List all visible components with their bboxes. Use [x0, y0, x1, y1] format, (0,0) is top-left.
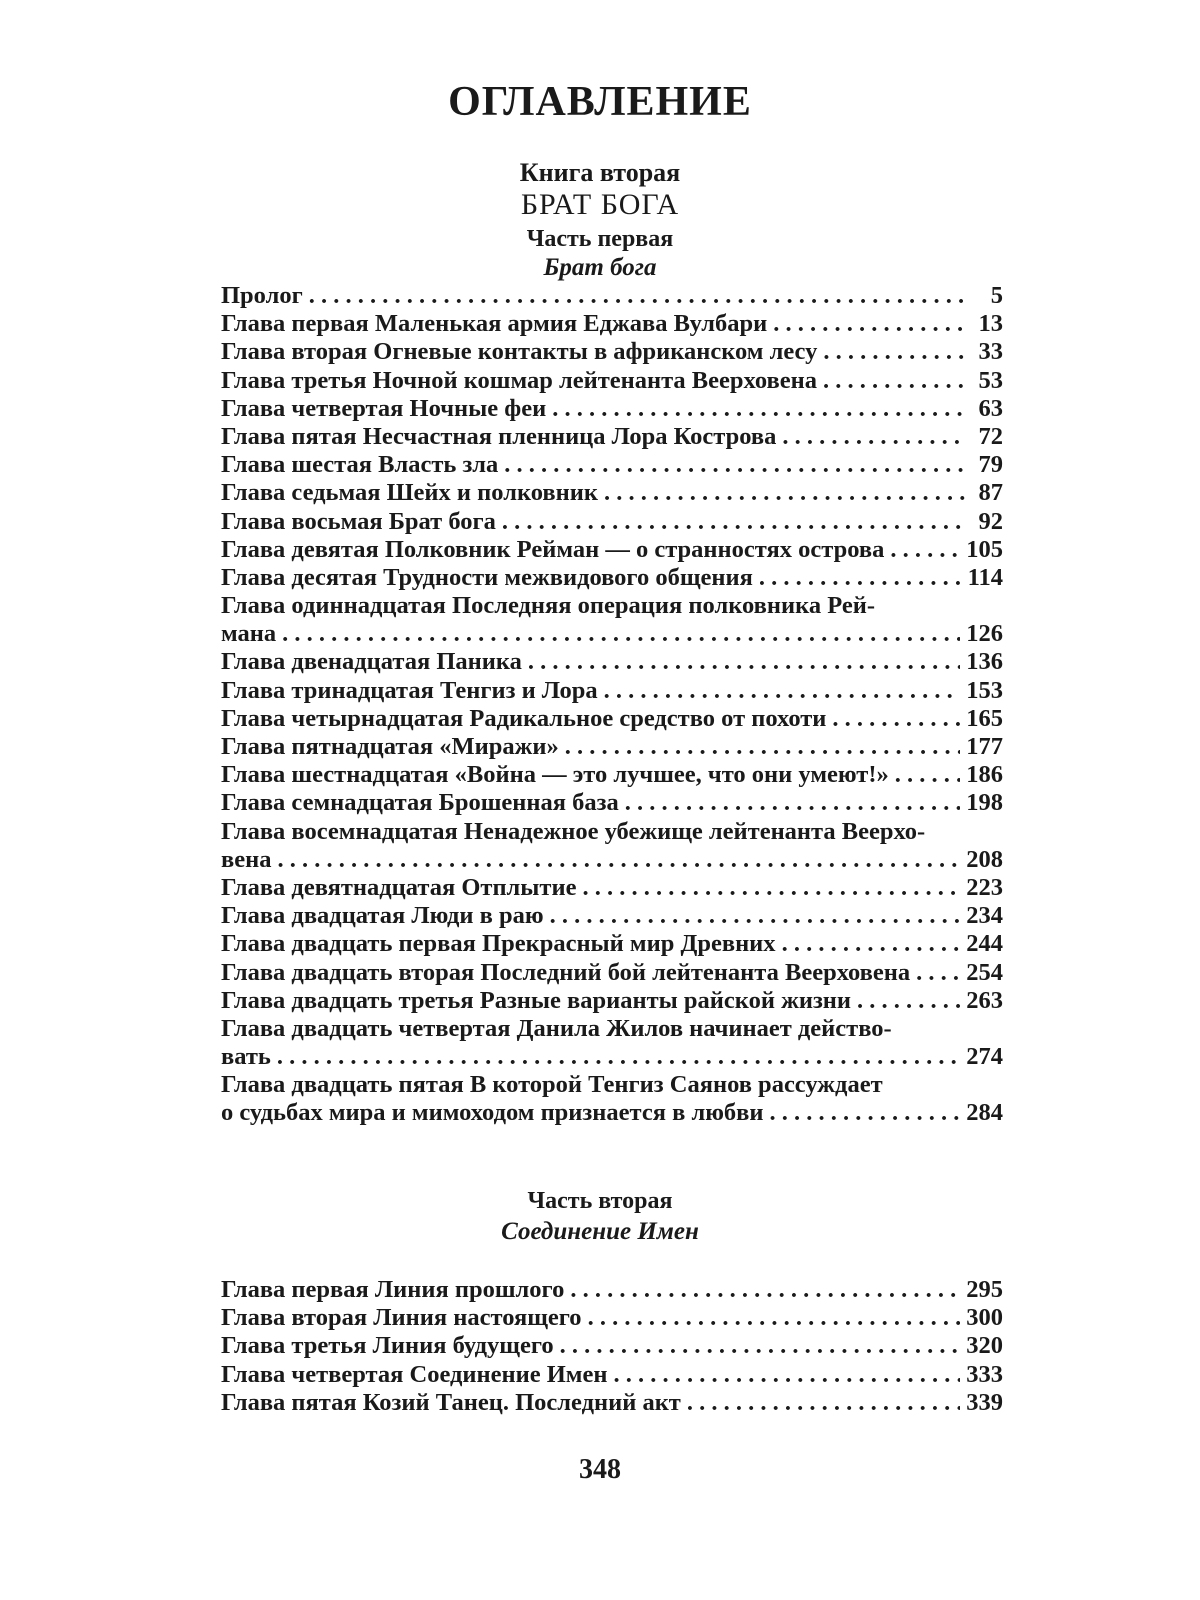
dot-leader — [832, 705, 960, 733]
toc-entry-title: Глава четвертая Ночные феи — [221, 394, 547, 422]
toc-entry-page: 223 — [966, 873, 1003, 901]
toc-entry-title: Глава девятнадцатая Отплытие — [221, 873, 577, 901]
toc-entry-title: Глава восемнадцатая Ненадежное убежище лейтенанта Веерхо- — [221, 817, 926, 845]
toc-entry-page: 5 — [990, 282, 1003, 309]
toc-entry — [221, 874, 1003, 902]
toc-entry — [221, 1361, 1003, 1389]
toc-entry-title: Глава двадцатая Люди в раю — [221, 902, 544, 930]
toc-entry-page: 263 — [966, 986, 1003, 1014]
toc-entry-page: 153 — [966, 676, 1003, 704]
dot-leader — [625, 789, 961, 817]
toc-entry-title: Глава шестая Власть зла — [221, 451, 499, 479]
toc-entry-title: Глава пятая Козий Танец. Последний акт — [221, 1388, 681, 1416]
toc-entry — [221, 846, 1003, 874]
toc-entry-title: Глава двадцать первая Прекрасный мир Древних — [221, 930, 776, 958]
dot-leader — [916, 959, 960, 987]
part1-entries — [221, 282, 1003, 1128]
page-number: 348 — [579, 1454, 621, 1485]
toc-entry-title: Глава девятая Полковник Рейман — о странностях острова — [221, 535, 885, 563]
toc-entry-title: вать — [221, 1043, 271, 1071]
dot-leader — [282, 620, 960, 648]
toc-entry-page: 79 — [978, 451, 1003, 479]
toc-entry-page: 339 — [966, 1388, 1003, 1416]
dot-leader — [588, 1304, 961, 1332]
dot-leader — [782, 930, 961, 958]
toc-entry-page: 198 — [966, 789, 1003, 817]
toc-entry — [221, 733, 1003, 761]
toc-entry — [221, 1304, 1003, 1332]
toc-entry-title: Глава пятая Несчастная пленница Лора Кострова — [221, 422, 777, 450]
toc-entry-title: Глава шестнадцатая «Война — это лучшее, что они умеют!» — [221, 761, 889, 789]
toc-entry-title: Глава третья Линия будущего — [221, 1332, 554, 1360]
toc-entry-title: Глава вторая Огневые контакты в африканском лесу — [221, 338, 818, 366]
toc-entry-title: Глава пятнадцатая «Миражи» — [221, 733, 559, 760]
dot-leader — [770, 1099, 961, 1127]
dot-leader — [604, 479, 967, 507]
toc-entry — [221, 564, 1003, 592]
toc-entry-title: Глава четырнадцатая Радикальное средство от похоти — [221, 704, 827, 732]
part2-subtitle: Соединение Имен — [501, 1218, 699, 1245]
dot-leader — [604, 677, 961, 705]
toc-entry — [221, 761, 1003, 789]
part2-entries — [221, 1276, 1003, 1417]
dot-leader — [857, 987, 960, 1015]
book-title: БРАТ БОГА — [520, 188, 680, 221]
toc-entry — [221, 508, 1003, 536]
toc-entry-page: 300 — [966, 1304, 1003, 1332]
dot-leader — [582, 874, 960, 902]
toc-entry-title: Глава третья Ночной кошмар лейтенанта Веерховена — [221, 366, 817, 394]
toc-entry — [221, 367, 1003, 395]
dot-leader — [504, 451, 967, 479]
toc-entry — [221, 479, 1003, 507]
toc-entry-page: 165 — [966, 704, 1003, 732]
toc-entry — [221, 451, 1003, 479]
dot-leader — [277, 846, 960, 874]
toc-entry-title: вена — [221, 845, 272, 873]
dot-leader — [687, 1389, 960, 1417]
toc-entry-page: 186 — [966, 761, 1003, 789]
toc-entry-page: 177 — [966, 733, 1003, 760]
dot-leader — [773, 310, 967, 338]
toc-entry-page: 63 — [978, 394, 1003, 422]
dot-leader — [560, 1332, 961, 1360]
toc-entry-page: 72 — [978, 422, 1003, 450]
part1-label: Часть первая — [526, 226, 674, 252]
dot-leader — [502, 508, 967, 536]
dot-leader — [759, 564, 962, 592]
toc-entry-page: 274 — [966, 1043, 1003, 1071]
toc-entry-page: 234 — [966, 902, 1003, 930]
toc-entry-title: Глава тринадцатая Тенгиз и Лора — [221, 676, 598, 704]
toc-entry-page: 320 — [966, 1332, 1003, 1360]
toc-entry — [221, 648, 1003, 676]
toc-entry-title: мана — [221, 620, 277, 648]
toc-entry-title: Глава десятая Трудности межвидового общения — [221, 563, 753, 591]
dot-leader — [550, 902, 961, 930]
toc-entry — [221, 282, 1003, 310]
toc-entry-title: Глава первая Линия прошлого — [221, 1276, 565, 1303]
dot-leader — [823, 338, 967, 366]
page-heading: ОГЛАВЛЕНИЕ — [448, 79, 752, 125]
toc-entry-page: 295 — [966, 1276, 1003, 1303]
toc-entry-title: Глава седьмая Шейх и полковник — [221, 479, 598, 507]
toc-entry-page: 53 — [978, 366, 1003, 394]
book-label: Книга вторая — [519, 158, 681, 187]
toc-entry — [221, 987, 1003, 1015]
toc-entry — [221, 338, 1003, 366]
toc-entry-title: Глава семнадцатая Брошенная база — [221, 789, 619, 817]
dot-leader — [528, 648, 960, 676]
toc-entry — [221, 902, 1003, 930]
toc-entry-title: Глава двадцать четвертая Данила Жилов начинает действо- — [221, 1014, 892, 1042]
toc-entry — [221, 1332, 1003, 1360]
toc-entry-page: 92 — [978, 507, 1003, 535]
toc-entry — [221, 705, 1003, 733]
toc-entry-page: 105 — [966, 535, 1003, 563]
toc-entry — [221, 789, 1003, 817]
dot-leader — [823, 367, 967, 395]
toc-entry-page: 13 — [978, 310, 1003, 338]
toc-entry — [221, 1276, 1003, 1304]
toc-entry-page: 208 — [966, 845, 1003, 873]
toc-entry-title: Глава одиннадцатая Последняя операция полковника Рей- — [221, 592, 875, 620]
toc-entry-title: о судьбах мира и мимоходом признается в любви — [221, 1099, 764, 1127]
dot-leader — [890, 536, 960, 564]
dot-leader — [895, 761, 961, 789]
toc-entry-title: Глава двадцать третья Разные варианты райской жизни — [221, 986, 852, 1014]
toc-entry-title: Глава первая Маленькая армия Еджава Вулбари — [221, 310, 768, 338]
toc-entry-title: Глава двенадцатая Паника — [221, 648, 522, 676]
dot-leader — [565, 733, 960, 761]
toc-entry-title: Глава четвертая Соединение Имен — [221, 1360, 608, 1388]
toc-entry-page: 126 — [966, 620, 1003, 648]
dot-leader — [614, 1361, 961, 1389]
dot-leader — [570, 1276, 960, 1304]
dot-leader — [552, 395, 967, 423]
toc-entry — [221, 959, 1003, 987]
dot-leader — [277, 1043, 960, 1071]
toc-entry-page: 244 — [966, 930, 1003, 958]
toc-entry — [221, 1099, 1003, 1127]
toc-entry-page: 254 — [966, 958, 1003, 986]
dot-leader — [309, 282, 967, 310]
dot-leader — [782, 423, 967, 451]
toc-entry-title: Глава двадцать пятая В которой Тенгиз Саянов рассуждает — [221, 1071, 883, 1099]
part2-label: Часть вторая — [527, 1188, 673, 1214]
toc-entry-page: 284 — [966, 1099, 1003, 1127]
toc-entry-title: Глава восьмая Брат бога — [221, 507, 496, 535]
toc-entry-title: Глава вторая Линия настоящего — [221, 1304, 582, 1332]
toc-entry-page: 114 — [967, 563, 1003, 591]
toc-entry — [221, 395, 1003, 423]
toc-entry-page: 333 — [966, 1360, 1003, 1388]
toc-entry-page: 33 — [978, 338, 1003, 366]
toc-entry — [221, 677, 1003, 705]
toc-entry — [221, 930, 1003, 958]
toc-entry-title: Пролог — [221, 282, 303, 309]
toc-entry — [221, 1389, 1003, 1417]
toc-entry — [221, 1043, 1003, 1071]
toc-entry — [221, 620, 1003, 648]
toc-entry-page: 136 — [966, 648, 1003, 676]
toc-entry-page: 87 — [978, 479, 1003, 507]
toc-entry — [221, 423, 1003, 451]
toc-entry — [221, 536, 1003, 564]
toc-entry — [221, 310, 1003, 338]
toc-entry-title: Глава двадцать вторая Последний бой лейтенанта Веерховена — [221, 958, 911, 986]
part1-subtitle: Брат бога — [543, 254, 657, 281]
